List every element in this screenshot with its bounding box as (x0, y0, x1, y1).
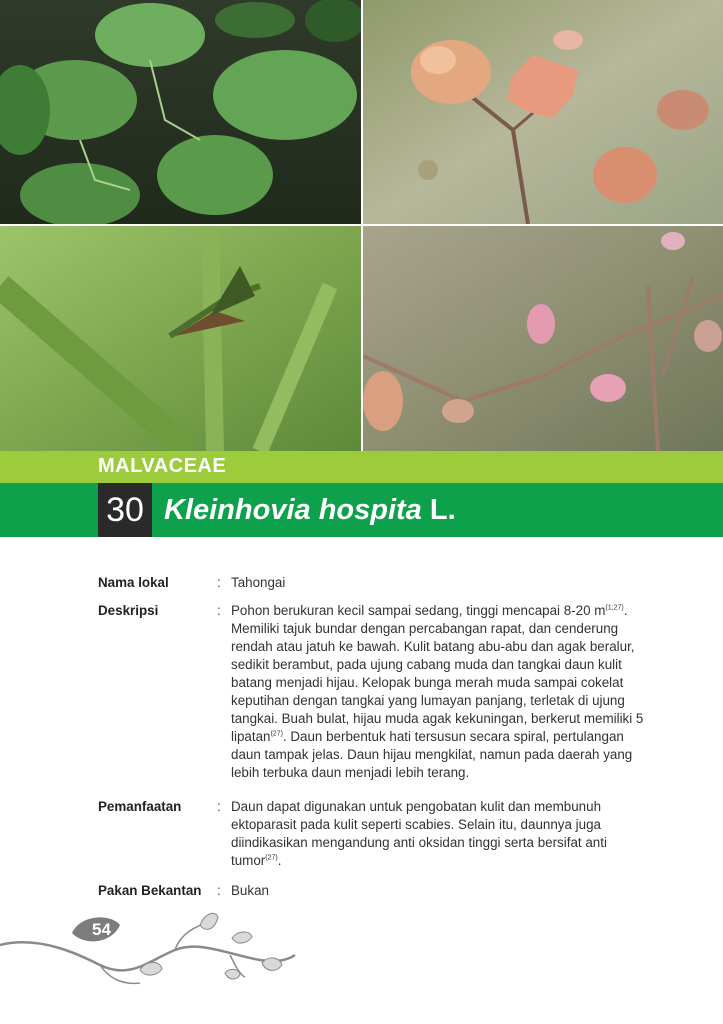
leaf-icon (232, 932, 252, 943)
leaf-icon (200, 913, 218, 929)
entry-value: Tahongai (231, 575, 286, 590)
citation: (27) (265, 854, 278, 862)
desc-text-2: . Memiliki tajuk bundar dengan percabangan rapat, dan cenderung rendah atau jatuh ke bawah. Kulit batang abu-abu dan agak beralur, sedikit berambut, pada ujung cabang muda dan tangkai daun kulit batang menjadi hijau. Kelopak bunga merah muda sampai cokelat keputihan dengan tangkai yang lumayan panjang, terletak di ujung tangkai. Buah bulat, hijau muda agak kekuningan, berkerut memiliki 5 lipatan (231, 603, 644, 744)
entry-label: Deskripsi (98, 603, 159, 618)
fruits-photo (363, 0, 723, 224)
author-abbreviation: L. (429, 494, 456, 526)
entry-colon: : (217, 575, 221, 590)
citation: (27) (270, 730, 283, 738)
use-text-1: Daun dapat digunakan untuk pengobatan kulit dan membunuh ektoparasit pada kulit seperti scabies. Selain itu, daunnya juga diindikasikan mengandung anti oksidan tinggi serta bersifat anti tumor (231, 799, 607, 868)
vine-ornament (0, 905, 300, 1005)
entry-label: Pemanfaatan (98, 799, 182, 814)
entry-label: Nama lokal (98, 575, 169, 590)
leaves-photo (0, 0, 361, 224)
leaf-icon (225, 969, 240, 979)
use-text-2: . (277, 853, 282, 868)
species-title (164, 493, 456, 527)
stem-bud-photo (0, 226, 361, 451)
page-number: 54 (92, 920, 111, 939)
entry-colon: : (217, 799, 221, 814)
family-band (0, 451, 723, 483)
desc-text-1: Pohon berukuran kecil sampai sedang, tinggi mencapai 8-20 m (231, 603, 606, 618)
entry-colon: : (217, 603, 221, 618)
entry-value (231, 798, 656, 870)
citation: (1;27) (605, 604, 624, 612)
scientific-name: Kleinhovia hospita (164, 494, 422, 526)
entry-value: Bukan (231, 883, 269, 898)
entry-colon: : (217, 883, 221, 898)
photo-grid (0, 0, 723, 451)
desc-text-3: . Daun berbentuk hati tersusun secara spiral, pertulangan daun tampak jelas. Daun hijau mengkilat, namun pada daerah yang lebih terbuka daun menjadi lebih terang. (231, 729, 633, 780)
flowers-photo (363, 226, 723, 451)
entry-label: Pakan Bekantan (98, 883, 202, 898)
family-name: MALVACEAE (98, 455, 227, 477)
species-number: 30 (98, 483, 152, 537)
entry-value (231, 602, 656, 782)
leaf-icon (262, 958, 282, 971)
